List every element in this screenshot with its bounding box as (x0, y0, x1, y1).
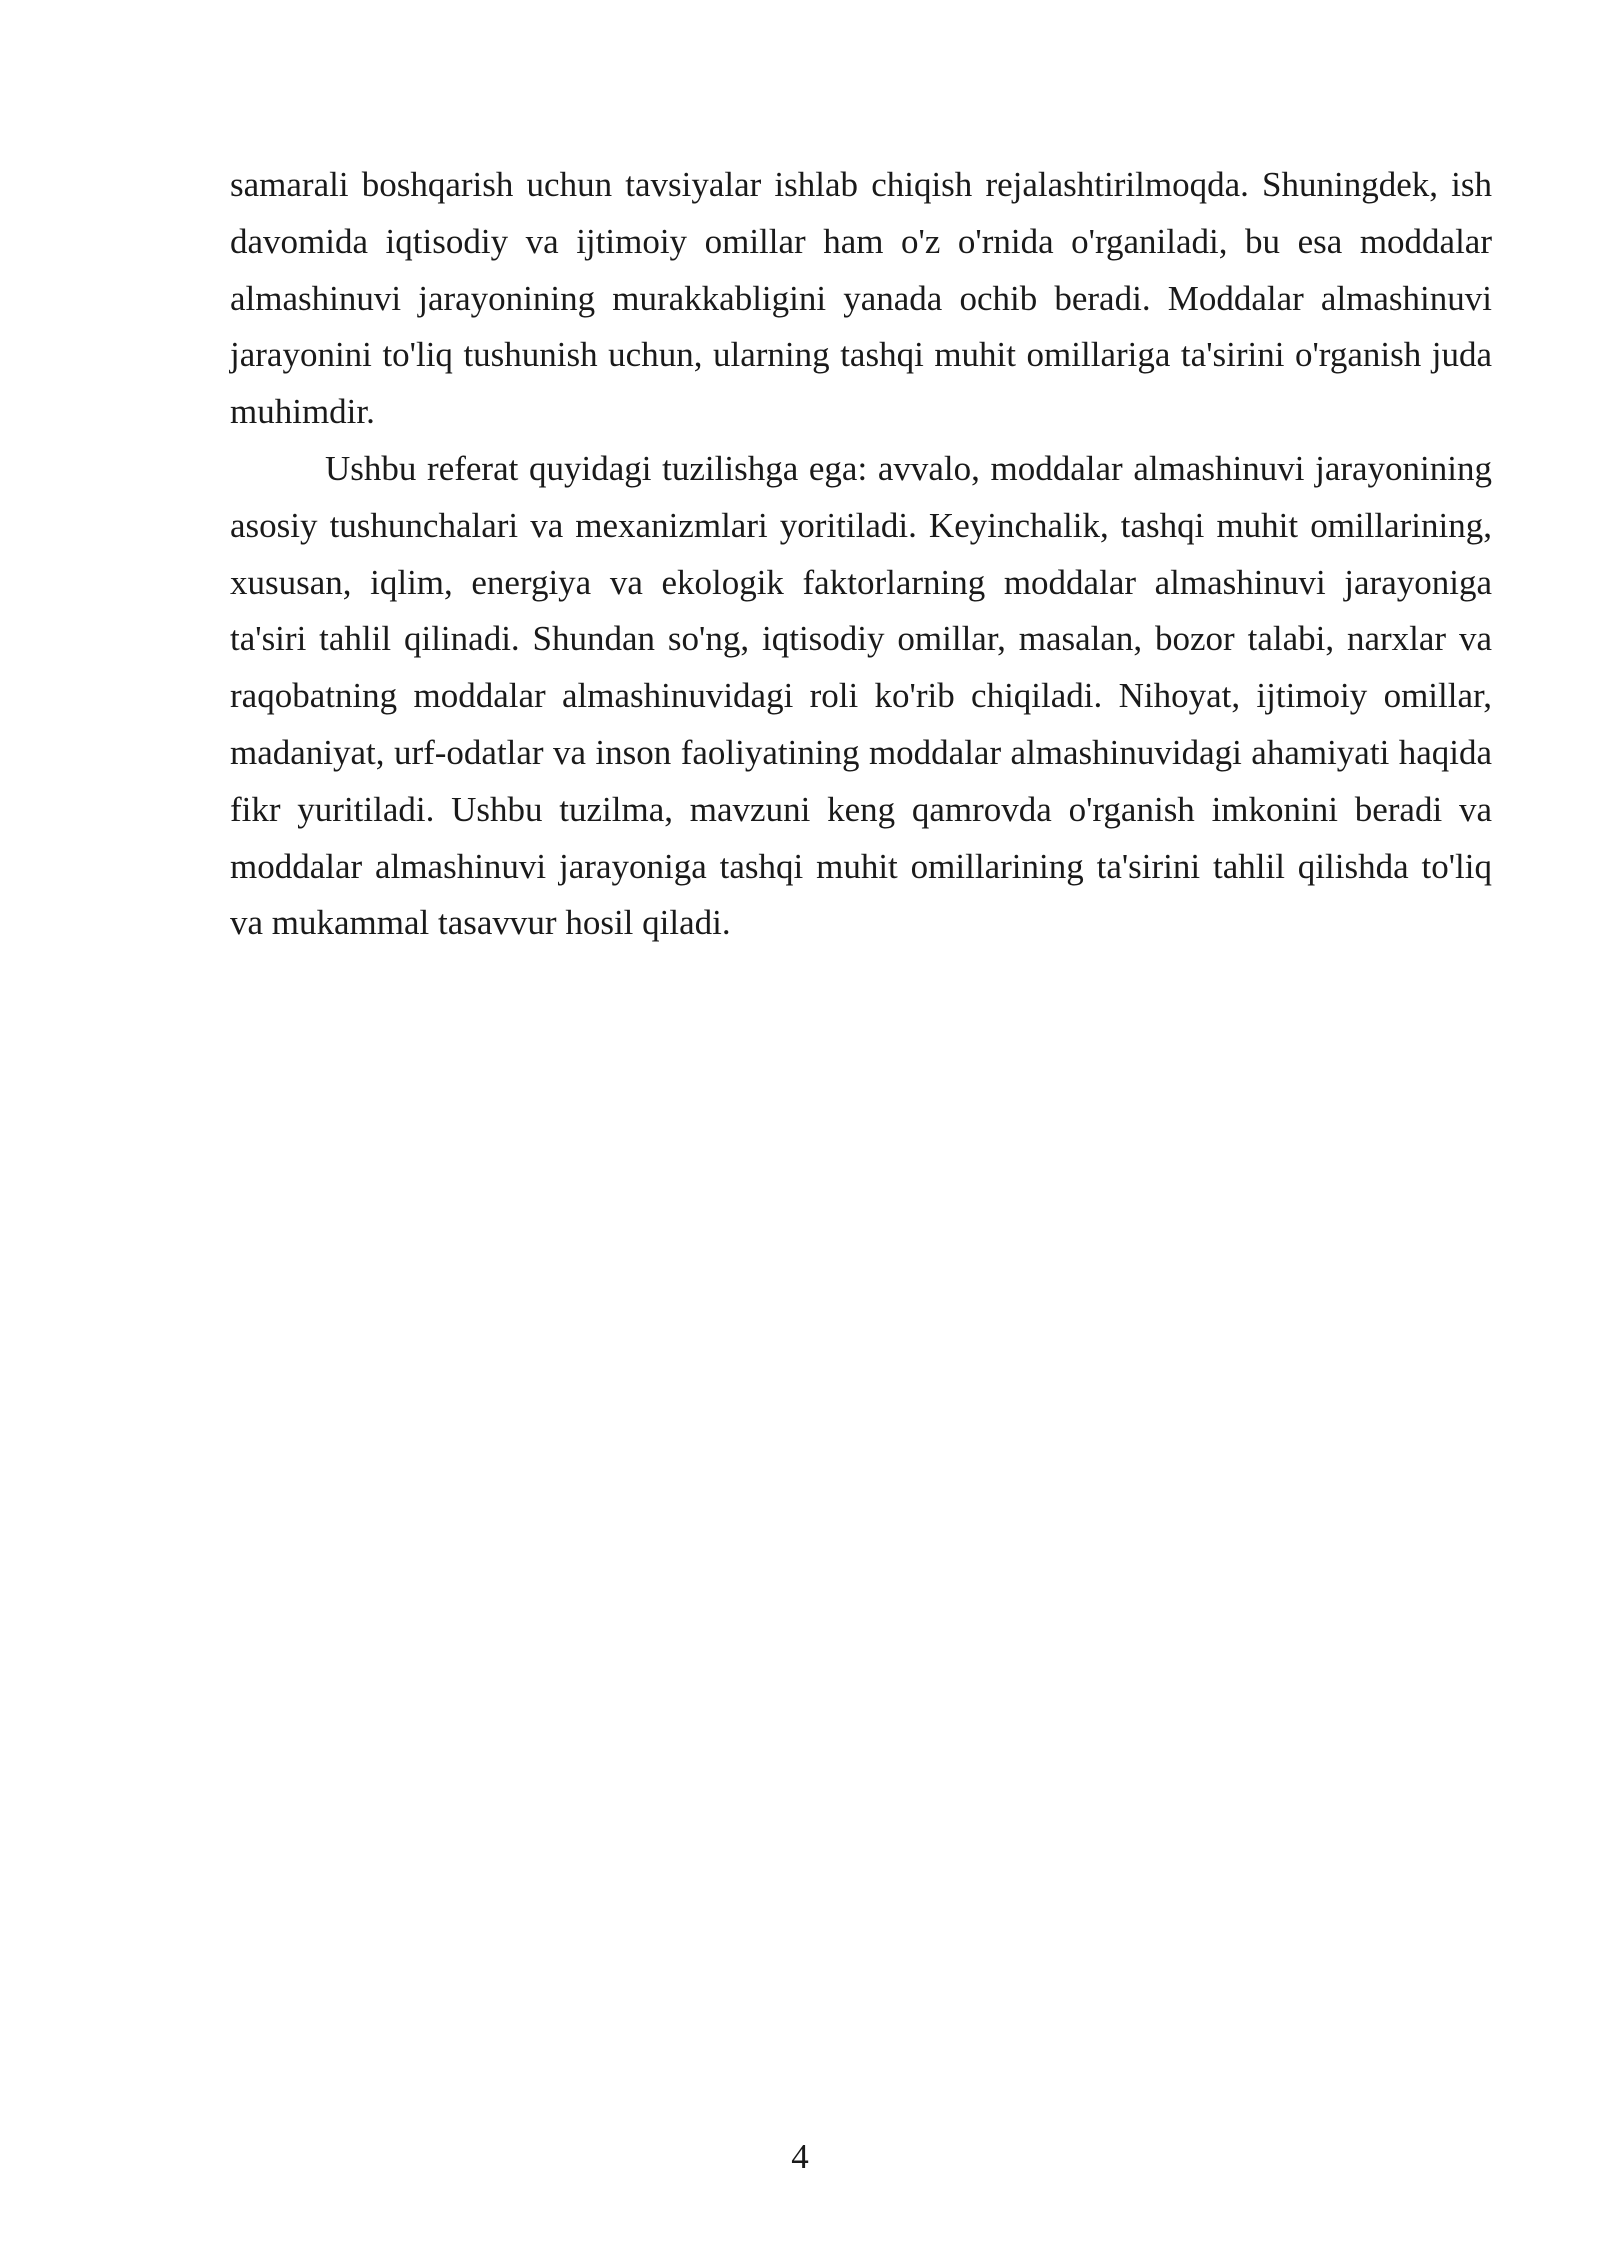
paragraph-structure-overview: Ushbu referat quyidagi tuzilishga ega: avvalo, moddalar almashinuvi jarayonining asosiy tushunchalari va mexanizmlari yoritiladi. Keyinchalik, tashqi muhit omillarining, xususan, iqlim, energiya va ekologik faktorlarning moddalar almashinuvi jarayoniga ta'siri tahlil qilinadi. Shundan so'ng, iqtisodiy omillar, masalan, bozor talabi, narxlar va raqobatning moddalar almashinuvidagi roli ko'rib chiqiladi. Nihoyat, ijtimoiy omillar, madaniyat, urf-odatlar va inson faoliyatining moddalar almashinuvidagi ahamiyati haqida fikr yuritiladi. Ushbu tuzilma, mavzuni keng qamrovda o'rganish imkonini beradi va moddalar almashinuvi jarayoniga tashqi muhit omillarining ta'sirini tahlil qilishda to'liq va mukammal tasavvur hosil qiladi. (230, 448, 1492, 943)
paragraph-continuation: samarali boshqarish uchun tavsiyalar ishlab chiqish rejalashtirilmoqda. Shuningdek, ish davomida iqtisodiy va ijtimoiy omillar ham o'z o'rnida o'rganiladi, bu esa moddalar almashinuvi jarayonining murakkabligini yanada ochib beradi. Moddalar almashinuvi jarayonini to'liq tushunish uchun, ularning tashqi muhit omillariga ta'sirini o'rganish juda muhimdir. (230, 165, 1492, 432)
page-number: 4 (791, 2137, 809, 2176)
body-text (230, 157, 1492, 952)
